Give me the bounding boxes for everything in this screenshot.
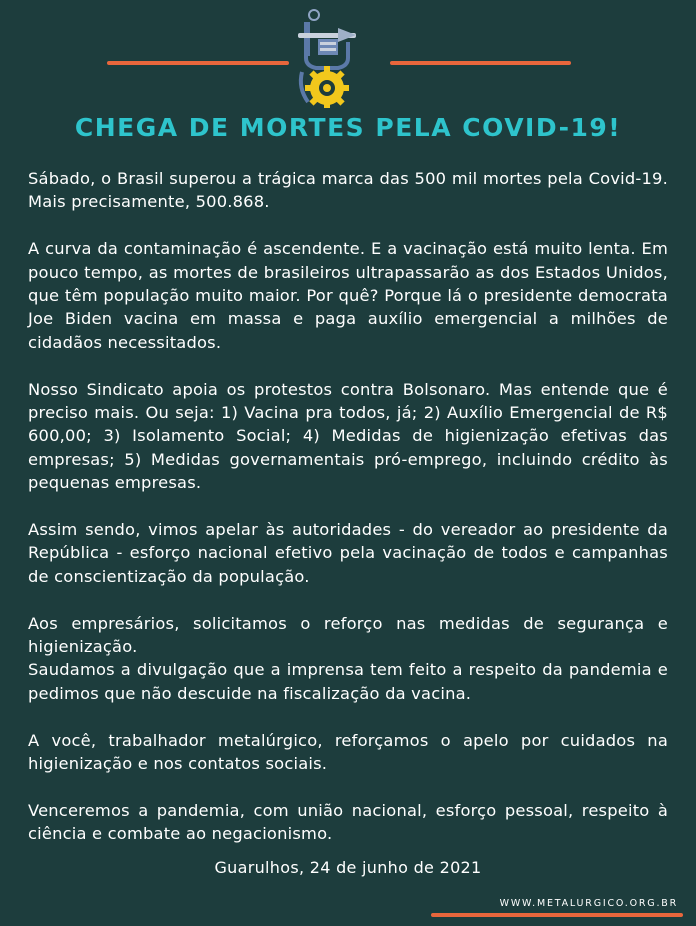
article-body [28,167,668,869]
date-signature: Guarulhos, 24 de junho de 2021 [214,858,482,877]
decorative-line-right [390,61,571,65]
paragraph-8: Venceremos a pandemia, com união nacional, esforço pessoal, respeito à ciência e combate ao negacionismo. [28,800,668,844]
page-title: CHEGA DE MORTES PELA COVID-19! [74,113,622,142]
paragraph-2: A curva da contaminação é ascendente. E a vacinação está muito lenta. Em pouco tempo, as mortes de brasileiros ultrapassarão as dos Estados Unidos, que têm população muito maior. Por quê? Porque lá o presidente democrata Joe Biden vacina em massa e paga auxílio emergencial a milhões de cidadãos necessitados. [28,239,668,352]
decorative-line-left [107,61,289,65]
decorative-line-bottom [431,913,683,917]
paragraph-5: Aos empresários, solicitamos o reforço nas medidas de segurança e higienização. [28,613,668,657]
paragraph-6: Saudamos a divulgação que a imprensa tem feito a respeito da pandemia e pedimos que não descuide na fiscalização da vacina. [28,660,668,703]
paragraph-4: Assim sendo, vimos apelar às autoridades - do vereador ao presidente da República - esforço nacional efetivo pela vacinação de todos e campanhas de conscientização da população. [28,520,668,586]
website-url: WWW.METALURGICO.ORG.BR [499,898,678,909]
paragraph-1: Sábado, o Brasil superou a trágica marca das 500 mil mortes pela Covid-19. Mais precisamente, 500.868. [28,169,668,212]
paragraph-7: A você, trabalhador metalúrgico, reforçamos o apelo por cuidados na higienização e nos contatos sociais. [28,730,668,774]
paragraph-3: Nosso Sindicato apoia os protestos contra Bolsonaro. Mas entende que é preciso mais. Ou seja: 1) Vacina pra todos, já; 2) Auxílio Emergencial de R$ 600,00; 3) Isolamento Social; 4) Medidas de higienização efetivas das empresas; 5) Medidas governamentais pró-emprego, incluindo crédito às pequenas empresas. [28,379,668,493]
union-emblem-icon [294,6,360,108]
